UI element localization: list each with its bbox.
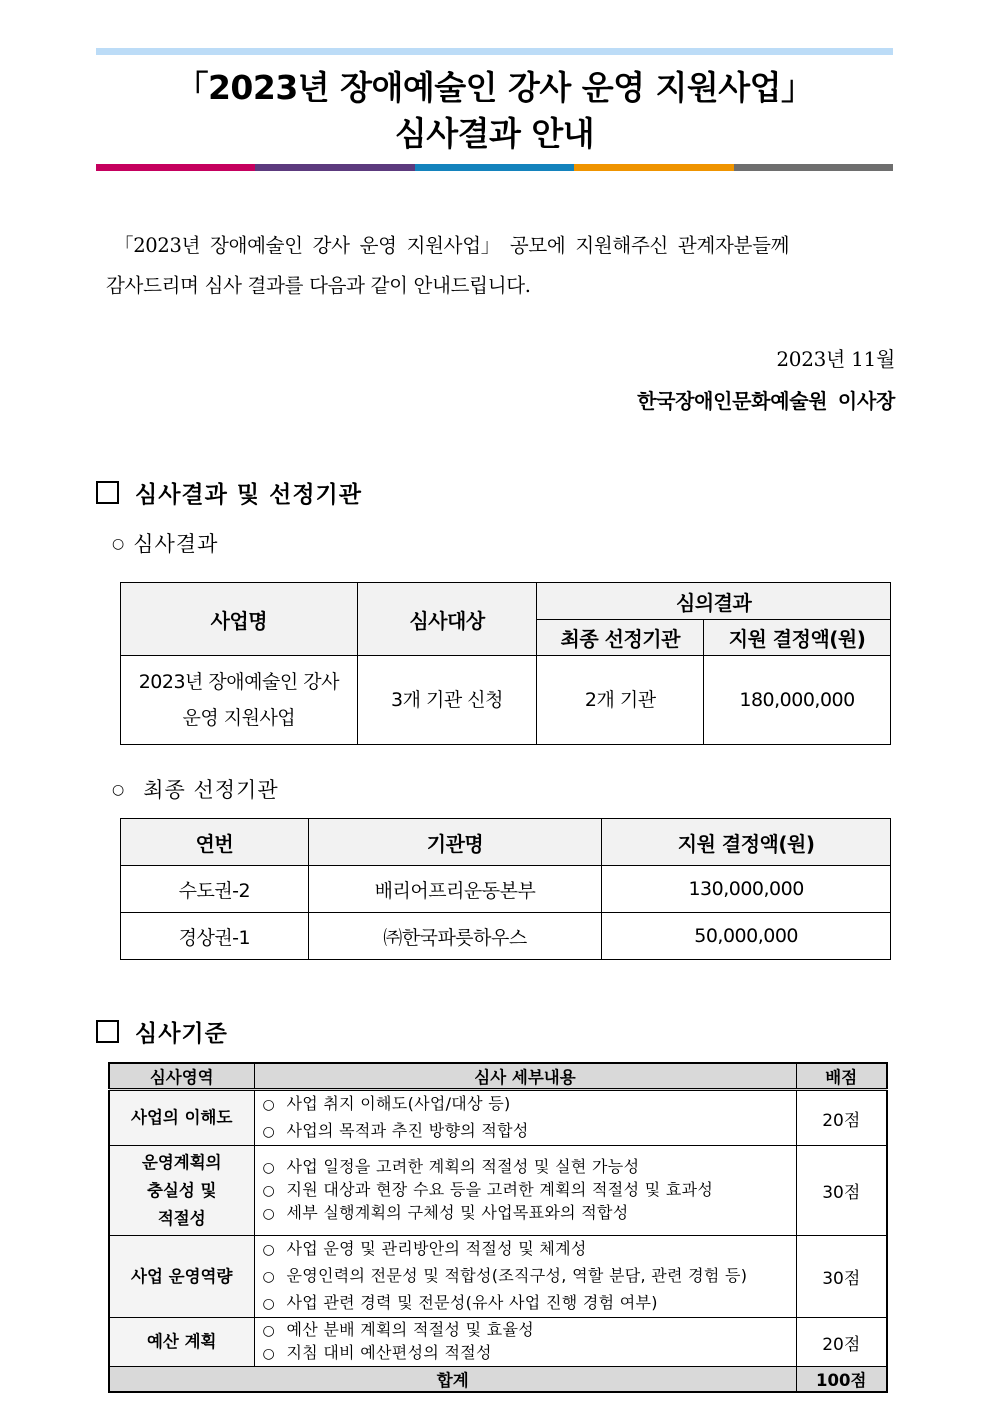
criteria-item: ○ 사업 운영 및 관리방안의 적절성 및 체계성 xyxy=(263,1236,796,1263)
total-row xyxy=(109,1367,887,1393)
section-title: 심사결과 및 선정기관 xyxy=(135,481,362,508)
table-row xyxy=(109,1146,887,1236)
criteria-item: ○ 사업 일정을 고려한 계획의 적절성 및 실현 가능성 xyxy=(263,1156,796,1179)
header-review-target: 심사대상 xyxy=(357,583,537,656)
cell-score: 30점 xyxy=(796,1236,887,1318)
results-table xyxy=(120,582,891,745)
cell-details xyxy=(254,1090,796,1146)
circle-bullet-icon: ○ xyxy=(262,1242,276,1258)
circle-bullet-icon: ○ xyxy=(262,1183,276,1199)
section-results-heading xyxy=(96,476,362,509)
table-row xyxy=(121,866,891,913)
cell-org-name: ㈜한국파릇하우스 xyxy=(308,913,602,960)
criteria-item: ○ 지원 대상과 현장 수요 등을 고려한 계획의 적절성 및 효과성 xyxy=(263,1179,796,1202)
criteria-item: ○ 세부 실행계획의 구체성 및 사업목표와의 적합성 xyxy=(263,1202,796,1225)
section-criteria-heading xyxy=(96,1015,228,1048)
circle-bullet-icon: ○ xyxy=(262,1097,276,1113)
cell-area: 사업 운영역량 xyxy=(109,1236,254,1318)
header-score: 배점 xyxy=(796,1063,887,1090)
table-row xyxy=(109,1318,887,1367)
total-label: 합계 xyxy=(109,1367,796,1393)
total-score: 100점 xyxy=(796,1367,887,1393)
subheading-selected-orgs xyxy=(112,774,279,804)
circle-bullet-icon: ○ xyxy=(262,1346,276,1362)
section-title: 심사기준 xyxy=(135,1020,228,1047)
stripe-segment-orange xyxy=(574,164,733,171)
top-accent-bar xyxy=(96,48,893,55)
cell-org-name: 배리어프리운동본부 xyxy=(308,866,602,913)
checkbox-square-icon xyxy=(96,1020,119,1043)
header-review-result: 심의결과 xyxy=(537,583,891,620)
cell-score: 20점 xyxy=(796,1318,887,1367)
circle-bullet-icon: ○ xyxy=(262,1323,276,1339)
cell-serial-no: 수도권-2 xyxy=(121,866,309,913)
criteria-item: ○ 사업 관련 경력 및 전문성(유사 사업 진행 경험 여부) xyxy=(263,1290,796,1317)
header-review-details: 심사 세부내용 xyxy=(254,1063,796,1090)
page-subtitle: 심사결과 안내 xyxy=(394,114,595,153)
circle-bullet-icon: ○ xyxy=(112,536,126,552)
criteria-table xyxy=(108,1062,888,1393)
table-row xyxy=(121,656,891,745)
criteria-item: ○ 지침 대비 예산편성의 적절성 xyxy=(263,1342,796,1365)
intro-line-1: 「2023년 장애예술인 강사 운영 지원사업」 공모에 지원해주신 관계자분들께 xyxy=(114,234,790,257)
circle-bullet-icon: ○ xyxy=(262,1296,276,1312)
stripe-segment-blue xyxy=(415,164,574,171)
subheading-results xyxy=(112,528,218,558)
cell-score: 20점 xyxy=(796,1090,887,1146)
cell-area: 운영계획의 충실성 및 적절성 xyxy=(109,1146,254,1236)
stripe-segment-magenta xyxy=(96,164,255,171)
color-stripe-bar xyxy=(96,164,893,171)
checkbox-square-icon xyxy=(96,481,119,504)
cell-support-amount: 180,000,000 xyxy=(704,656,891,745)
stripe-segment-gray xyxy=(734,164,893,171)
cell-details xyxy=(254,1318,796,1367)
intro-paragraph xyxy=(106,226,896,306)
criteria-item: ○ 예산 분배 계획의 적절성 및 효율성 xyxy=(263,1319,796,1342)
circle-bullet-icon: ○ xyxy=(262,1206,276,1222)
circle-bullet-icon: ○ xyxy=(262,1269,276,1285)
cell-details xyxy=(254,1236,796,1318)
header-support-amount: 지원 결정액(원) xyxy=(602,819,891,866)
cell-score: 30점 xyxy=(796,1146,887,1236)
cell-project-name: 2023년 장애예술인 강사 운영 지원사업 xyxy=(121,656,358,745)
criteria-item: ○ 사업의 목적과 추진 방향의 적합성 xyxy=(263,1118,796,1145)
cell-final-selected: 2개 기관 xyxy=(537,656,704,745)
table-row xyxy=(109,1236,887,1318)
cell-area: 사업의 이해도 xyxy=(109,1090,254,1146)
cell-area: 예산 계획 xyxy=(109,1318,254,1367)
header-review-area: 심사영역 xyxy=(109,1063,254,1090)
cell-support-amount: 50,000,000 xyxy=(602,913,891,960)
cell-support-amount: 130,000,000 xyxy=(602,866,891,913)
page-title: 「2023년 장애예술인 강사 운영 지원사업」 xyxy=(175,68,814,107)
issuer-signature: 한국장애인문화예술원 이사장 xyxy=(637,389,895,413)
issue-date: 2023년 11월 xyxy=(776,347,895,371)
cell-details xyxy=(254,1146,796,1236)
header-final-selected: 최종 선정기관 xyxy=(537,620,704,656)
header-serial-no: 연번 xyxy=(121,819,309,866)
stripe-segment-purple xyxy=(255,164,414,171)
criteria-item: ○ 사업 취지 이해도(사업/대상 등) xyxy=(263,1091,796,1118)
subheading-label: 최종 선정기관 xyxy=(143,778,279,802)
selected-orgs-table xyxy=(120,818,891,960)
circle-bullet-icon: ○ xyxy=(262,1124,276,1140)
subheading-label: 심사결과 xyxy=(133,532,219,556)
circle-bullet-icon: ○ xyxy=(112,782,126,798)
circle-bullet-icon: ○ xyxy=(262,1160,276,1176)
table-row xyxy=(121,913,891,960)
header-support-amount: 지원 결정액(원) xyxy=(704,620,891,656)
header-project-name: 사업명 xyxy=(121,583,358,656)
intro-line-2: 감사드리며 심사 결과를 다음과 같이 안내드립니다. xyxy=(106,274,531,297)
header-org-name: 기관명 xyxy=(308,819,602,866)
cell-review-target: 3개 기관 신청 xyxy=(357,656,537,745)
table-row xyxy=(109,1090,887,1146)
cell-serial-no: 경상권-1 xyxy=(121,913,309,960)
criteria-item: ○ 운영인력의 전문성 및 적합성(조직구성, 역할 분담, 관련 경험 등) xyxy=(263,1263,796,1290)
